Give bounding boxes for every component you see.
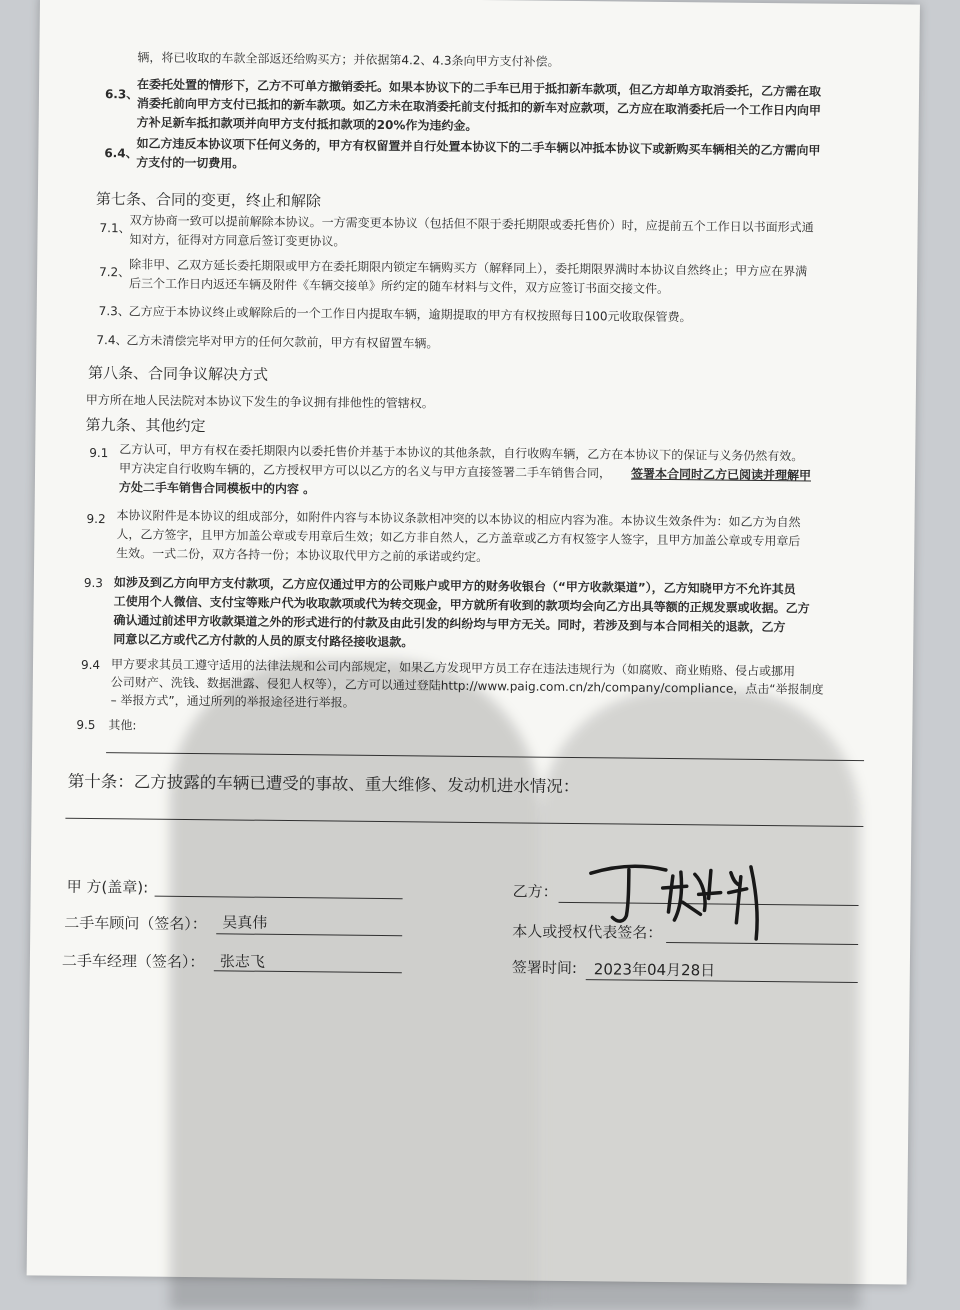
clause-9-1-line3: 方处二手车销售合同模板中的内容 。 (118, 480, 316, 497)
clause-6-4-line1: 如乙方违反本协议项下任何义务的，甲方有权留置并自行处置本协议下的二手车辆以冲抵本协议下或新购买车辆相关的乙方需向甲 (136, 136, 821, 158)
clause-7-2-line2: 后三个工作日内返还车辆及附件《车辆交接单》所约定的随车材料与文件，双方应签订书面交接文件。 (128, 276, 670, 296)
clause-7-1-line1: 双方协商一致可以提前解除本协议。一方需变更本协议（包括但不限于委托期限或委托售价）时，应提前五个工作日以书面形式通 (129, 213, 814, 235)
advisor-name: 吴真伟 (222, 913, 268, 932)
clause-6-4-line2: 方支付的一切费用。 (136, 155, 245, 171)
clause-7-3-line1: 乙方应于本协议终止或解除后的一个工作日内提取车辆，逾期提取的甲方有权按照每日100元收取保管费。 (128, 304, 692, 325)
advisor-label: 二手车顾问（签名）： (64, 913, 207, 934)
article-10-heading: 第十条：乙方披露的车辆已遭受的事故、重大维修、发动机进水情况： (67, 771, 580, 797)
hand-shadow-right (540, 690, 860, 1310)
clause-9-5-label: 其他: (108, 718, 137, 733)
clause-6-3-line3: 方补足新车抵扣款项并向甲方支付抵扣款项的20%作为违约金。 (136, 115, 478, 133)
clause-7-4-line1: 乙方未清偿完毕对甲方的任何欠款前，甲方有权留置车辆。 (126, 333, 439, 351)
clause-9-4-number: 9.4 (80, 657, 101, 673)
clause-9-1-number: 9.1 (89, 445, 109, 461)
clause-9-4-line3: – 举报方式”，通过所列的举报途径进行举报。 (110, 693, 355, 710)
date-value: 2023年04月28日 (593, 960, 716, 980)
article-7-heading: 第七条、合同的变更，终止和解除 (95, 189, 321, 211)
party-a-label: 甲 方(盖章): (66, 877, 149, 897)
clause-9-1-emphasis: 签署本合同时乙方已阅读并理解甲 (630, 466, 812, 483)
clause-7-2-line1: 除非甲、乙双方延长委托期限或甲方在委托期限内锁定车辆购买方（解释同上），委托期限界满时本协议自然终止；甲方应在界满 (129, 257, 808, 279)
clause-7-1-number: 7.1、 (99, 221, 131, 236)
clause-6-3-number: 6.3、 (104, 87, 139, 102)
clause-9-3-line1: 如涉及到乙方向甲方支付款项，乙方应仅通过甲方的公司账户或甲方的财务收银台（“甲方收款渠道”），乙方知晓甲方不允许其员 (113, 575, 796, 597)
clause-6-3-line2: 消委托前向甲方支付已抵扣的新车款项。如乙方未在取消委托前支付抵扣的新车对应款项，乙方应在取消委托后一个工作日内向甲 (136, 96, 821, 118)
representative-label: 本人或授权代表签名： (512, 922, 663, 942)
clause-9-2-line2: 人，乙方签字，且甲方加盖公章或专用章后生效；如乙方非自然人，乙方盖章或乙方有权签字人签字，且甲方加盖公章或专用章后 (116, 527, 801, 549)
article-8-body: 甲方所在地人民法院对本协议下发生的争议拥有排他性的管辖权。 (85, 392, 434, 411)
manager-label: 二手车经理（签名）： (61, 951, 205, 972)
clause-7-3-number: 7.3、 (98, 304, 130, 319)
clause-9-1-line1: 乙方认可，甲方有权在委托期限内以委托售价并基于本协议的其他条款，自行收购车辆，乙方在本协议下的保证与义务仍然有效。 (119, 442, 804, 464)
clause-9-1-line2: 甲方决定自行收购车辆的，乙方授权甲方可以以乙方的名义与甲方直接签署二手车销售合同， (119, 461, 612, 481)
clause-9-3-line3: 确认通过前述甲方收款渠道之外的形式进行的付款及由此引发的纠纷均与甲方无关。同时，若涉及到与本合同相关的退款，乙方 (113, 613, 786, 635)
article-8-heading: 第八条、合同争议解决方式 (87, 363, 269, 384)
clause-9-3-line2: 工使用个人微信、支付宝等账户代为收取款项或代为转交现金，甲方就所有收到的款项均会向乙方出具等额的正规发票或收据。乙方 (113, 594, 810, 616)
clause-9-2-number: 9.2 (86, 511, 106, 527)
manager-name: 张志飞 (219, 952, 266, 971)
clause-6-3-line1: 在委托处置的情形下，乙方不可单方撤销委托。如果本协议下的二手车已用于抵扣新车款项，但乙方却单方取消委托，乙方需在取 (137, 77, 822, 99)
clause-7-2-number: 7.2、 (99, 265, 131, 280)
clause-9-5-number: 9.5 (76, 717, 96, 733)
clause-9-3-number: 9.3 (83, 575, 104, 591)
clause-7-1-line2: 知对方，征得对方同意后签订变更协议。 (129, 232, 346, 249)
clause-9-4-line1: 甲方要求其员工遵守适用的法律法规和公司内部规定，如果乙方发现甲方员工存在违法违规行为（如腐败、商业贿赂、侵占或挪用 (110, 657, 796, 679)
clause-9-3-line4: 同意以乙方或代乙方付款的人员的原支付路径接收退款。 (113, 632, 414, 650)
clause-6-4-number: 6.4、 (104, 146, 138, 161)
party-b-label: 乙方： (512, 882, 558, 901)
clause-9-2-line3: 生效。一式二份，双方各持一份；本协议取代甲方之前的承诺或约定。 (116, 546, 489, 565)
date-label: 签署时间: (511, 958, 578, 978)
hand-shadow-left (170, 660, 540, 1310)
clause-7-4-number: 7.4、 (96, 333, 128, 348)
clause-9-2-line1: 本协议附件是本协议的组成部分，如附件内容与本协议条款相冲突的以本协议的相应内容为准。本协议生效条件为：如乙方为自然 (116, 508, 801, 530)
clause-6-2-tail: 辆，将已收取的车款全部返还给购买方；并依据第4.2、4.3条向甲方支付补偿。 (137, 50, 560, 69)
article-9-heading: 第九条、其他约定 (85, 415, 206, 436)
clause-9-4-line2: 公司财产、洗钱、数据泄露、侵犯人权等），乙方可以通过登陆http://www.paig.com.cn/zh/company/compliance，点击“举报制度 (110, 675, 824, 697)
